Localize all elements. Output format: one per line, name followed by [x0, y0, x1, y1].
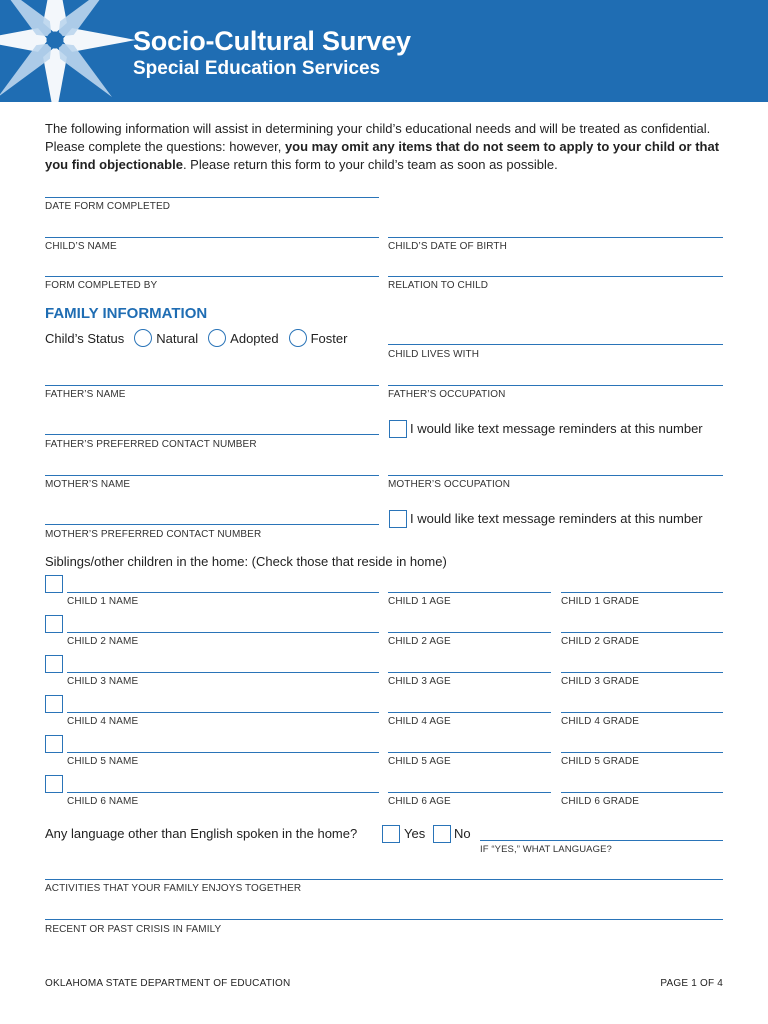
status-adopted-label: Adopted: [230, 330, 279, 346]
intro-text: The following information will assist in determining your child’s educational needs and will be treated as confidential. Please complete the questions: however,: [45, 121, 711, 154]
sibling-age-label: CHILD 4 AGE: [388, 716, 451, 727]
mother-text-reminder-label: I would like text message reminders at this number: [410, 511, 703, 526]
status-natural-radio[interactable]: [134, 329, 152, 347]
sibling-grade-field[interactable]: [561, 672, 723, 673]
crisis-label: RECENT OR PAST CRISIS IN FAMILY: [45, 924, 222, 935]
fathers-contact-field[interactable]: [45, 434, 379, 435]
lives-with-field[interactable]: [388, 344, 723, 345]
sibling-age-label: CHILD 3 AGE: [388, 676, 451, 687]
sibling-grade-field[interactable]: [561, 712, 723, 713]
childs-dob-label: CHILD’S DATE OF BIRTH: [388, 241, 507, 252]
sibling-age-label: CHILD 2 AGE: [388, 636, 451, 647]
language-no-label: No: [454, 826, 471, 841]
mothers-occupation-label: MOTHER’S OCCUPATION: [388, 479, 511, 490]
header-banner: [0, 0, 768, 102]
footer-page-number: PAGE 1 OF 4: [660, 978, 723, 989]
sibling-grade-field[interactable]: [561, 752, 723, 753]
sibling-name-field[interactable]: [67, 792, 379, 793]
star-logo-icon: [0, 0, 140, 102]
lives-with-label: CHILD LIVES WITH: [388, 349, 480, 360]
sibling-reside-checkbox[interactable]: [45, 655, 63, 673]
sibling-age-field[interactable]: [388, 752, 551, 753]
fathers-occupation-label: FATHER’S OCCUPATION: [388, 389, 506, 400]
sibling-reside-checkbox[interactable]: [45, 615, 63, 633]
fathers-name-label: FATHER’S NAME: [45, 389, 126, 400]
sibling-age-field[interactable]: [388, 632, 551, 633]
childs-name-field[interactable]: [45, 237, 379, 238]
sibling-grade-label: CHILD 3 GRADE: [561, 676, 639, 687]
status-foster-radio[interactable]: [289, 329, 307, 347]
sibling-age-label: CHILD 6 AGE: [388, 796, 451, 807]
language-yes-label: Yes: [404, 826, 426, 841]
father-text-reminder-checkbox[interactable]: [389, 420, 407, 438]
sibling-age-field[interactable]: [388, 792, 551, 793]
relation-field[interactable]: [388, 276, 723, 277]
sibling-name-field[interactable]: [67, 672, 379, 673]
language-yes-checkbox[interactable]: [382, 825, 400, 843]
intro-text-end: . Please return this form to your child’s team as soon as possible.: [182, 157, 558, 172]
sibling-age-label: CHILD 1 AGE: [388, 596, 451, 607]
siblings-prompt: Siblings/other children in the home: (Check those that reside in home): [45, 554, 447, 569]
sibling-grade-field[interactable]: [561, 792, 723, 793]
sibling-name-label: CHILD 4 NAME: [67, 716, 139, 727]
sibling-name-field[interactable]: [67, 632, 379, 633]
sibling-reside-checkbox[interactable]: [45, 735, 63, 753]
sibling-reside-checkbox[interactable]: [45, 695, 63, 713]
crisis-field[interactable]: [45, 919, 723, 920]
sibling-grade-label: CHILD 1 GRADE: [561, 596, 639, 607]
language-question: Any language other than English spoken in the home?: [45, 826, 358, 841]
sibling-grade-field[interactable]: [561, 632, 723, 633]
sibling-age-field[interactable]: [388, 672, 551, 673]
completed-by-field[interactable]: [45, 276, 379, 277]
mothers-name-label: MOTHER’S NAME: [45, 479, 131, 490]
child-status-row: [45, 329, 347, 347]
language-no-checkbox[interactable]: [433, 825, 451, 843]
sibling-grade-label: CHILD 5 GRADE: [561, 756, 639, 767]
date-completed-field[interactable]: [45, 197, 379, 198]
sibling-name-label: CHILD 3 NAME: [67, 676, 139, 687]
sibling-reside-checkbox[interactable]: [45, 575, 63, 593]
status-adopted-radio[interactable]: [208, 329, 226, 347]
intro-bold-text: you may omit any items that do not seem to apply to your child or that you find objectionable: [45, 139, 720, 172]
page-subtitle: Special Education Services: [133, 58, 381, 79]
sibling-age-field[interactable]: [388, 712, 551, 713]
sibling-name-field[interactable]: [67, 592, 379, 593]
sibling-name-label: CHILD 2 NAME: [67, 636, 139, 647]
sibling-name-field[interactable]: [67, 752, 379, 753]
date-completed-label: DATE FORM COMPLETED: [45, 201, 171, 212]
sibling-grade-field[interactable]: [561, 592, 723, 593]
footer-organization: OKLAHOMA STATE DEPARTMENT OF EDUCATION: [45, 978, 291, 989]
activities-field[interactable]: [45, 879, 723, 880]
sibling-name-label: CHILD 5 NAME: [67, 756, 139, 767]
sibling-name-field[interactable]: [67, 712, 379, 713]
sibling-grade-label: CHILD 2 GRADE: [561, 636, 639, 647]
sibling-age-field[interactable]: [388, 592, 551, 593]
fathers-name-field[interactable]: [45, 385, 379, 386]
fathers-occupation-field[interactable]: [388, 385, 723, 386]
page-title: Socio-Cultural Survey: [133, 26, 411, 56]
child-status-label: Child’s Status: [45, 330, 125, 346]
mothers-occupation-field[interactable]: [388, 475, 723, 476]
sibling-age-label: CHILD 5 AGE: [388, 756, 451, 767]
sibling-grade-label: CHILD 6 GRADE: [561, 796, 639, 807]
status-natural-label: Natural: [156, 330, 199, 346]
childs-name-label: CHILD’S NAME: [45, 241, 117, 252]
relation-label: RELATION TO CHILD: [388, 280, 489, 291]
completed-by-label: FORM COMPLETED BY: [45, 280, 158, 291]
mothers-contact-field[interactable]: [45, 524, 379, 525]
mothers-name-field[interactable]: [45, 475, 379, 476]
mothers-contact-label: MOTHER’S PREFERRED CONTACT NUMBER: [45, 529, 262, 540]
childs-dob-field[interactable]: [388, 237, 723, 238]
sibling-name-label: CHILD 1 NAME: [67, 596, 139, 607]
family-info-heading: FAMILY INFORMATION: [45, 305, 208, 322]
father-text-reminder-label: I would like text message reminders at this number: [410, 421, 703, 436]
sibling-grade-label: CHILD 4 GRADE: [561, 716, 639, 727]
what-language-label: IF “YES,” WHAT LANGUAGE?: [480, 844, 612, 855]
mother-text-reminder-checkbox[interactable]: [389, 510, 407, 528]
fathers-contact-label: FATHER’S PREFERRED CONTACT NUMBER: [45, 439, 257, 450]
status-foster-label: Foster: [310, 330, 348, 346]
activities-label: ACTIVITIES THAT YOUR FAMILY ENJOYS TOGETHER: [45, 883, 302, 894]
sibling-reside-checkbox[interactable]: [45, 775, 63, 793]
sibling-name-label: CHILD 6 NAME: [67, 796, 139, 807]
intro-paragraph: [45, 120, 725, 174]
what-language-field[interactable]: [480, 840, 723, 841]
